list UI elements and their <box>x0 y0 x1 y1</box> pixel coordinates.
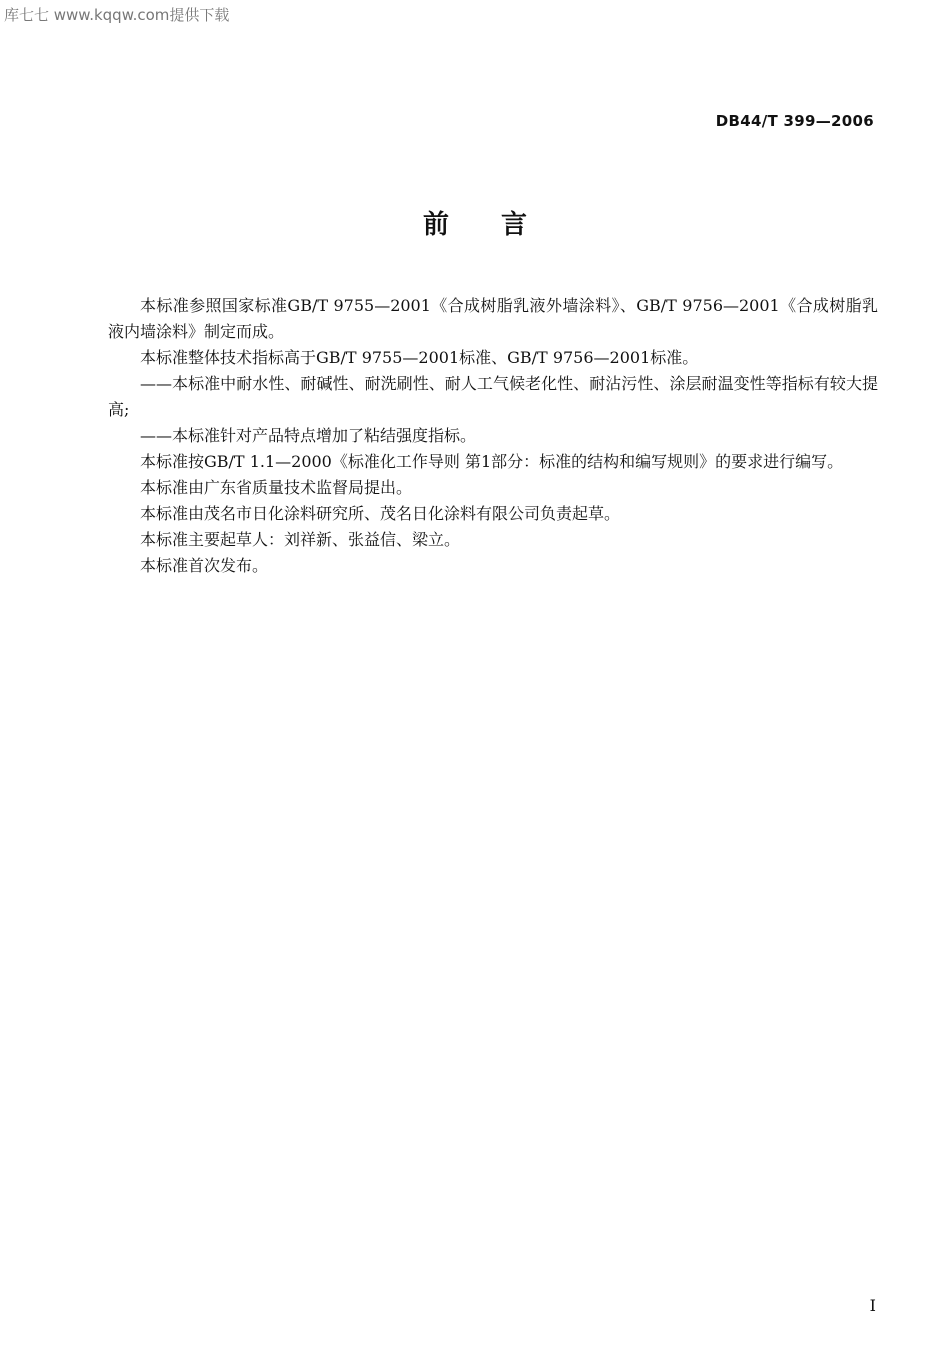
paragraph-drafting-units: 本标准由茂名市日化涂料研究所、茂名日化涂料有限公司负责起草。 <box>140 504 621 523</box>
page-number: I <box>869 1296 876 1315</box>
foreword-body <box>108 293 878 579</box>
paragraph-proposer: 本标准由广东省质量技术监督局提出。 <box>140 478 413 497</box>
paragraph-drafting-rules: 本标准按GB/T 1.1—2000《标准化工作导则 第1部分：标准的结构和编写规则》的要求进行编写。 <box>140 452 844 471</box>
paragraph-drafters: 本标准主要起草人：刘祥新、张益信、梁立。 <box>140 530 461 549</box>
document-code: DB44/T 399—2006 <box>715 112 874 130</box>
paragraph-added-indicator: ——本标准针对产品特点增加了粘结强度指标。 <box>140 426 477 445</box>
paragraph-first-release: 本标准首次发布。 <box>140 556 269 575</box>
page-title: 前言 <box>422 210 579 240</box>
paragraph-technical-level: 本标准整体技术指标高于GB/T 9755—2001标准、GB/T 9756—2001标准。 <box>140 348 699 367</box>
paragraph-reference-standards: 本标准参照国家标准GB/T 9755—2001《合成树脂乳液外墙涂料》、GB/T 9756—2001《合成树脂乳液内墙涂料》制定而成。 <box>108 296 878 341</box>
download-watermark: 库七七 www.kqqw.com提供下载 <box>4 6 230 24</box>
paragraph-improved-indicators: ——本标准中耐水性、耐碱性、耐洗刷性、耐人工气候老化性、耐沾污性、涂层耐温变性等指标有较大提高; <box>108 374 878 419</box>
